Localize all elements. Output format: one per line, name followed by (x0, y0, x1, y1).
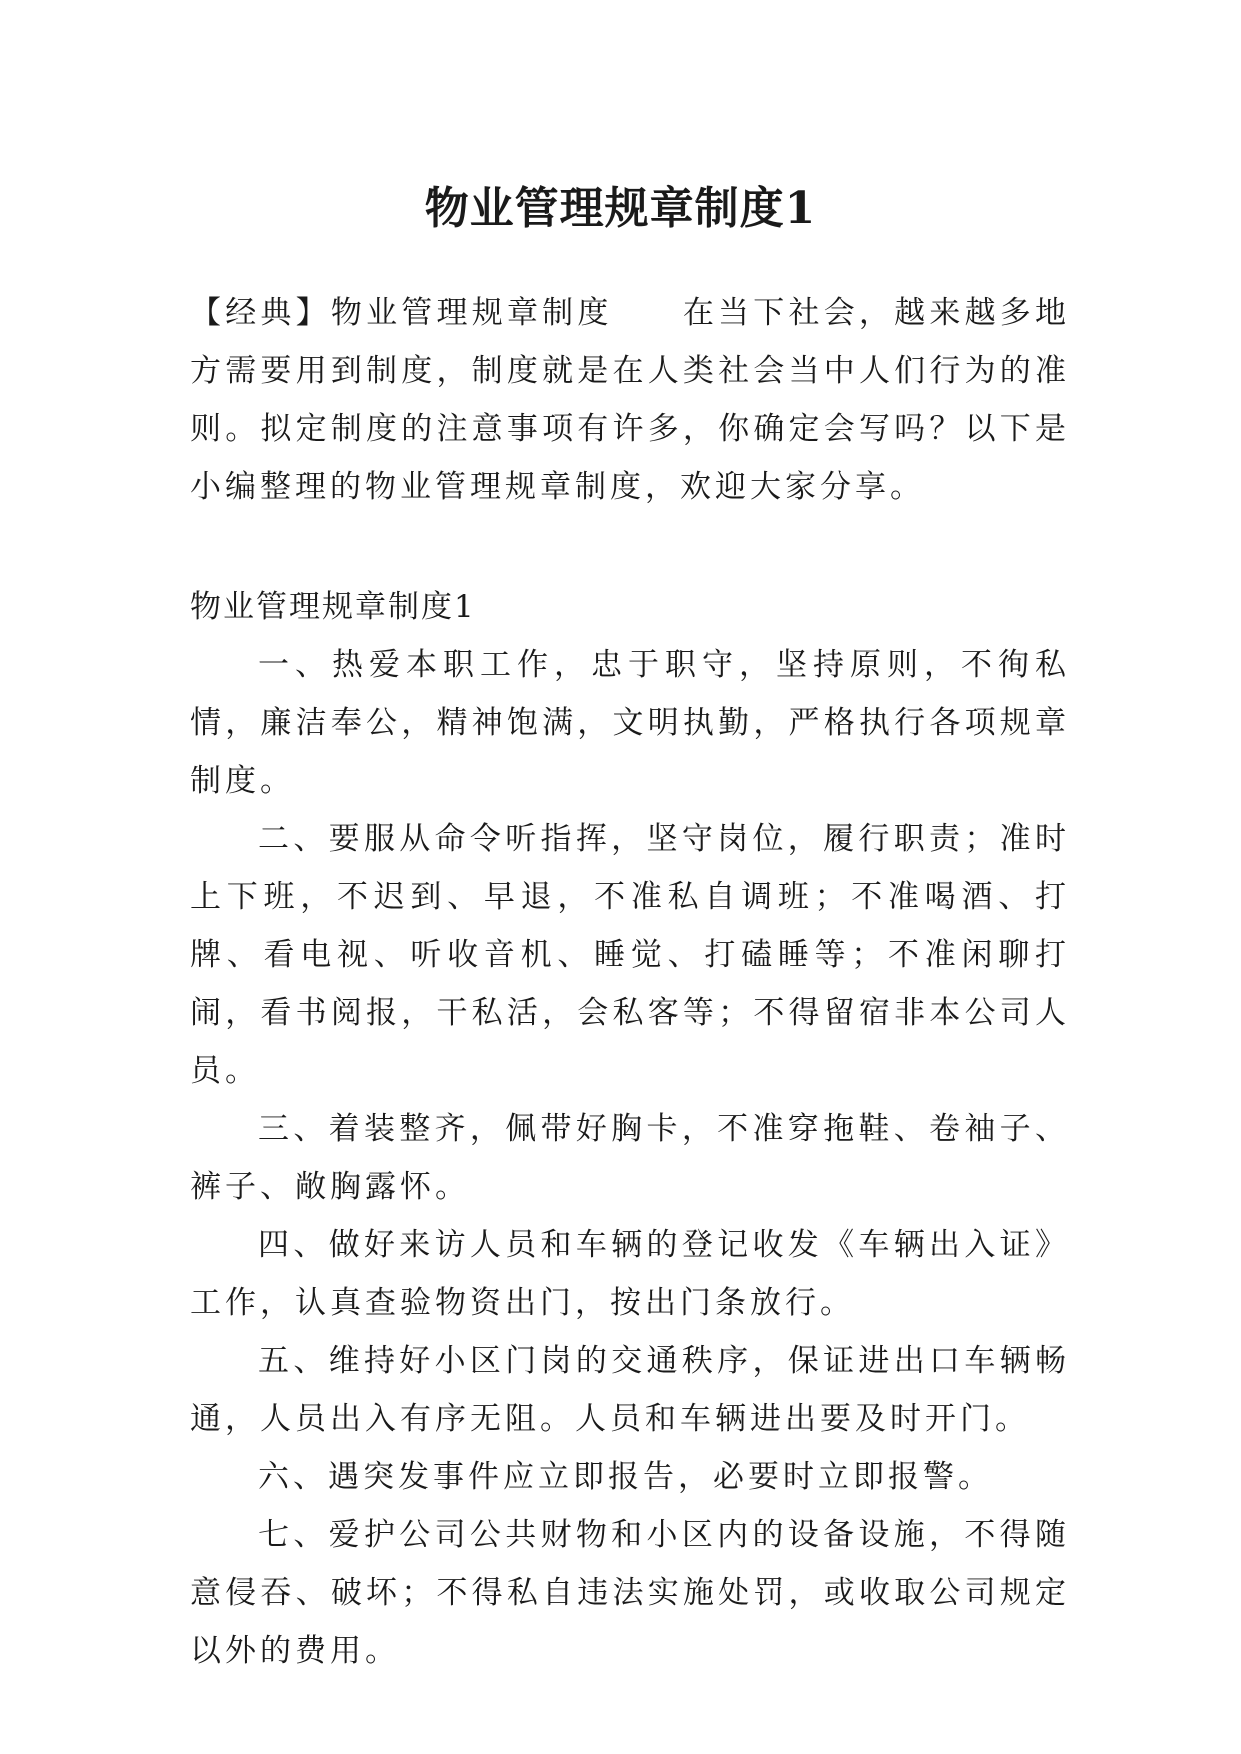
intro-body: 在当下社会，越来越多地方需要用到制度，制度就是在人类社会当中人们行为的准则。拟定制度的注意事项有许多，你确定会写吗？以下是小编整理的物业管理规章制度，欢迎大家分享。 (190, 295, 1070, 505)
document-title: 物业管理规章制度1 (424, 183, 817, 235)
rule-item: 二、要服从命令听指挥，坚守岗位，履行职责；准时上下班，不迟到、早退，不准私自调班；不准喝酒、打牌、看电视、听收音机、睡觉、打磕睡等；不准闲聊打闹，看书阅报，干私活，会私客等；不得留宿非本公司人员。 (190, 821, 1070, 1089)
rule-item: 一、热爱本职工作，忠于职守，坚持原则，不徇私情，廉洁奉公，精神饱满，文明执勤，严格执行各项规章制度。 (190, 647, 1070, 799)
rules-list (190, 636, 1070, 1680)
rule-item: 三、着装整齐，佩带好胸卡，不准穿拖鞋、卷袖子、裤子、敞胸露怀。 (190, 1111, 1070, 1205)
rule-item: 六、遇突发事件应立即报告，必要时立即报警。 (258, 1459, 993, 1495)
section-title: 物业管理规章制度1 (190, 589, 476, 625)
rule-item: 四、做好来访人员和车辆的登记收发《车辆出入证》工作，认真查验物资出门，按出门条放行。 (190, 1227, 1070, 1321)
rule-item: 五、维持好小区门岗的交通秩序，保证进出口车辆畅通，人员出入有序无阻。人员和车辆进出要及时开门。 (190, 1343, 1070, 1437)
rule-item: 七、爱护公司公共财物和小区内的设备设施，不得随意侵吞、破坏；不得私自违法实施处罚，或收取公司规定以外的费用。 (190, 1517, 1070, 1669)
intro-lead: 【经典】物业管理规章制度 (190, 295, 613, 331)
intro-paragraph (190, 284, 1070, 516)
